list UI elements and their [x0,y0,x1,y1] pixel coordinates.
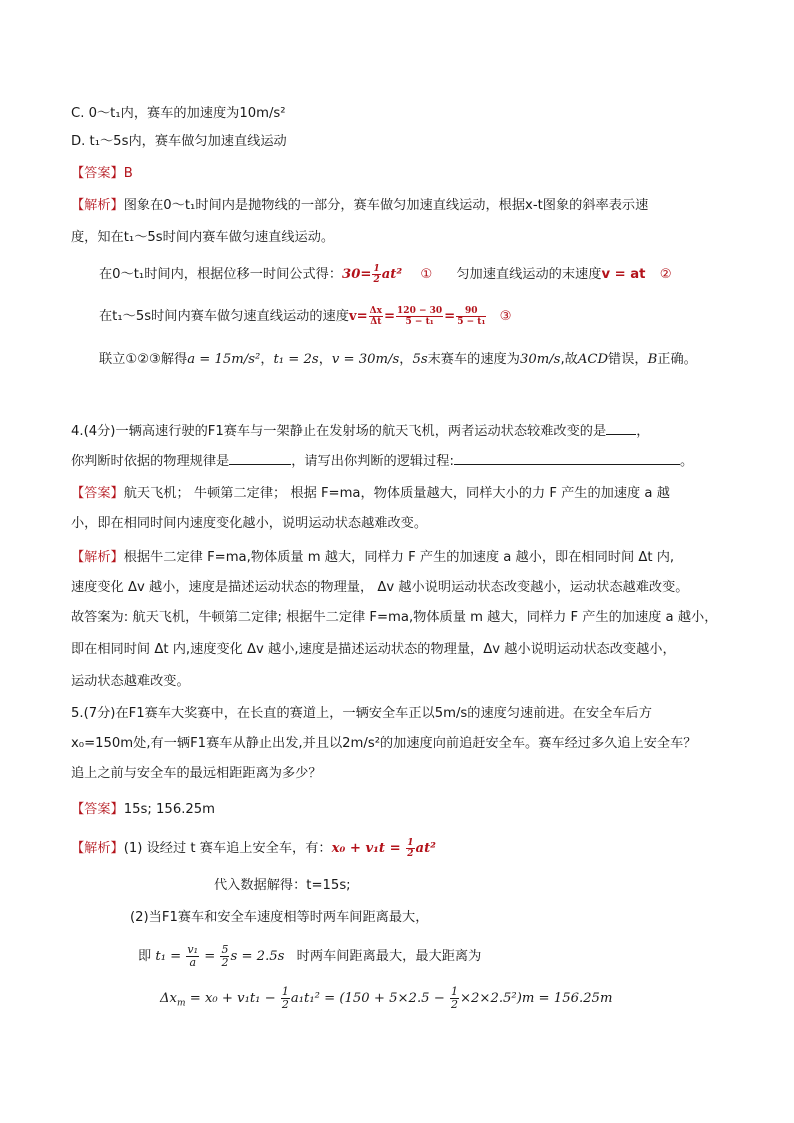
q4-analysis-text-1: 根据牛二定律 F=ma,物体质量 m 越大，同样力 F 产生的加速度 a 越小，即在相同时间 Δt 内, [123,550,675,565]
q5-analysis-tag: 【解析】 [71,841,124,856]
q5-part-2-t1 [138,944,481,969]
q4-stem-text-1: 4.(4分)一辆高速行驶的F1赛车与一架静止在发射场的航天飞机，两者运动状态较难改变的是 [71,424,607,439]
option-c: C. 0～t₁内，赛车的加速度为10m/s² [71,106,286,121]
q4-answer-2: 小，即在相同时间内速度变化越小，说明运动状态越难改变。 [71,516,428,531]
step-3-t: t₁ = 2s [273,352,319,367]
q5-part-1-formula: x₀ + v₁t = $\frac{1}{2}$ at² [331,838,436,859]
q5-analysis-1 [71,838,436,859]
q4-analysis-5: 运动状态越难改变。 [71,674,190,689]
q4-analysis-3: 故答案为: 航天飞机，牛顿第二定律; 根据牛二定律 F=ma,物体质量 m 越大，同样力 F 产生的加速度 a 越小， [71,610,718,625]
step-3-a: a = 15m/s² [187,352,261,367]
q5-final-3: ×2×2.5²)m = 156.25m [459,991,613,1006]
q5-substitute: 代入数据解得：t=15s; [214,878,351,893]
step-1 [99,264,672,285]
q5-answer-tag: 【答案】 [71,802,124,817]
answer-value: B [123,166,133,181]
q4-analysis-4: 即在相同时间 Δt 内,速度变化 Δv 越小,速度是描述运动状态的物理量，Δv 越小说明运动状态改变越小， [71,642,676,657]
step-3-tail-7: B [647,352,658,367]
q5-t1-lhs: t₁ = [155,949,182,964]
q4-blank-2 [229,452,291,465]
q5-t1-result: s = 2.5s [230,949,285,964]
step-2-text: 在t₁～5s时间内赛车做匀速直线运动的速度 [99,309,349,324]
q4-analysis-1 [71,548,674,568]
step-1-mid: 匀加速直线运动的末速度 [456,267,602,282]
step-1-mark-2: ② [659,267,672,282]
step-2-mark: ③ [499,309,512,324]
step-1-formula: 30= $\frac{1}{2}$ at² [342,264,403,285]
q5-t1-formula: t₁ = $\frac{\text{v₁}}{a}$ = $\frac{5}{2}$ s = 2.5s [155,943,285,969]
step-3: 联立①②③解得a = 15m/s²，t₁ = 2s，v = 30m/s，5s末赛车的速度为30m/s,故ACD错误，B正确。 [99,352,697,367]
step-3-tail-4: ,故 [560,352,578,367]
q5-final [160,986,612,1011]
step-3-tail-8: 正确。 [657,352,697,367]
step-1-formula-2: v = at [601,267,646,282]
q5-answer-value: 15s; 156.25m [123,802,216,817]
q4-stem-text-2a: 你判断时依据的物理规律是 [71,454,230,469]
step-3-5s: 5s [412,352,428,367]
q4-answer-text-1: 航天飞机； 牛顿第二定律； 根据 F=ma，物体质量越大，同样大小的力 F 产生的加速度 a 越 [123,486,670,501]
analysis-tag: 【解析】 [71,198,124,213]
step-1-text: 在0～t₁时间内，根据位移一时间公式得： [99,267,343,282]
analysis-line-1 [71,196,648,216]
step-3-v: v = 30m/s [331,352,400,367]
answer-line [71,164,133,184]
q4-answer-1 [71,484,670,504]
q4-blank-3 [454,452,680,465]
option-d: D. t₁～5s内，赛车做匀加速直线运动 [71,134,287,149]
q5-final-1: = x₀ + v₁t₁ − [189,991,276,1006]
q4-stem-end-2: 。 [679,454,694,469]
step-3-tail-3: 30m/s [519,352,561,367]
q5-final-formula: $\Delta x_m = x_0 + v_1t_1$ − $\frac{1}{2}$ a₁t₁² = (150 + 5×2.5 − $\frac{1}{2}$ ×2×2.5²)m = 156.25m [160,985,613,1011]
analysis-line-2: 度，知在t₁～5s时间内赛车做匀速直线运动。 [71,230,335,245]
step-3-tail-6: 错误， [608,352,648,367]
step-2 [99,306,511,327]
step-3-tail-2: 末赛车的速度为 [427,352,520,367]
answer-tag: 【答案】 [71,166,124,181]
step-3-tail-5: ACD [577,352,609,367]
step-1-mark: ① [420,267,433,282]
q5-stem-2: x₀=150m处,有一辆F1赛车从静止出发,并且以2m/s²的加速度向前追赶安全车。赛车经过多久追上安全车？ [71,736,697,751]
q4-answer-tag: 【答案】 [71,486,124,501]
q4-blank-1 [606,422,636,435]
q5-part-1: (1) 设经过 t 赛车追上安全车，有： [123,841,332,856]
q4-stem-1 [71,422,649,442]
analysis-text: 图象在0～t₁时间内是抛物线的一部分，赛车做匀加速直线运动，根据x-t图象的斜率表示速 [123,198,649,213]
q4-analysis-tag: 【解析】 [71,550,124,565]
q5-stem-3: 追上之前与安全车的最远相距距离为多少？ [71,766,322,781]
q4-stem-end-1: ， [636,424,650,439]
q4-stem-2 [71,452,693,472]
q5-part-1-formula-lhs: x₀ + v₁t = [331,841,401,856]
q5-final-2: (150 + 5×2.5 − [339,991,445,1006]
q5-part-2-tail: 时两车间距离最大，最大距离为 [296,949,482,964]
q4-stem-text-2b: ，请写出你判断的逻辑过程: [291,454,454,469]
q5-stem-1: 5.(7分)在F1赛车大奖赛中，在长直的赛道上，一辆安全车正以5m/s的速度匀速前进。在安全车后方 [71,706,652,721]
q5-answer [71,800,215,820]
step-3-text: 联立①②③解得 [99,352,188,367]
q5-ji: 即 [138,949,152,964]
q4-analysis-2: 速度变化 Δv 越小，速度是描述运动状态的物理量， Δv 越小说明运动状态改变越小，运动状态越难改变。 [71,580,689,595]
q5-part-2: (2)当F1赛车和安全车速度相等时两车间距离最大， [130,910,429,925]
step-2-formula: v= $\frac{\Delta x}{\Delta t}$ = $\frac{120 - 30}{\text{5 − t₁}}$ = $\frac{90}{\text{5 − t₁}}$ [348,306,486,327]
